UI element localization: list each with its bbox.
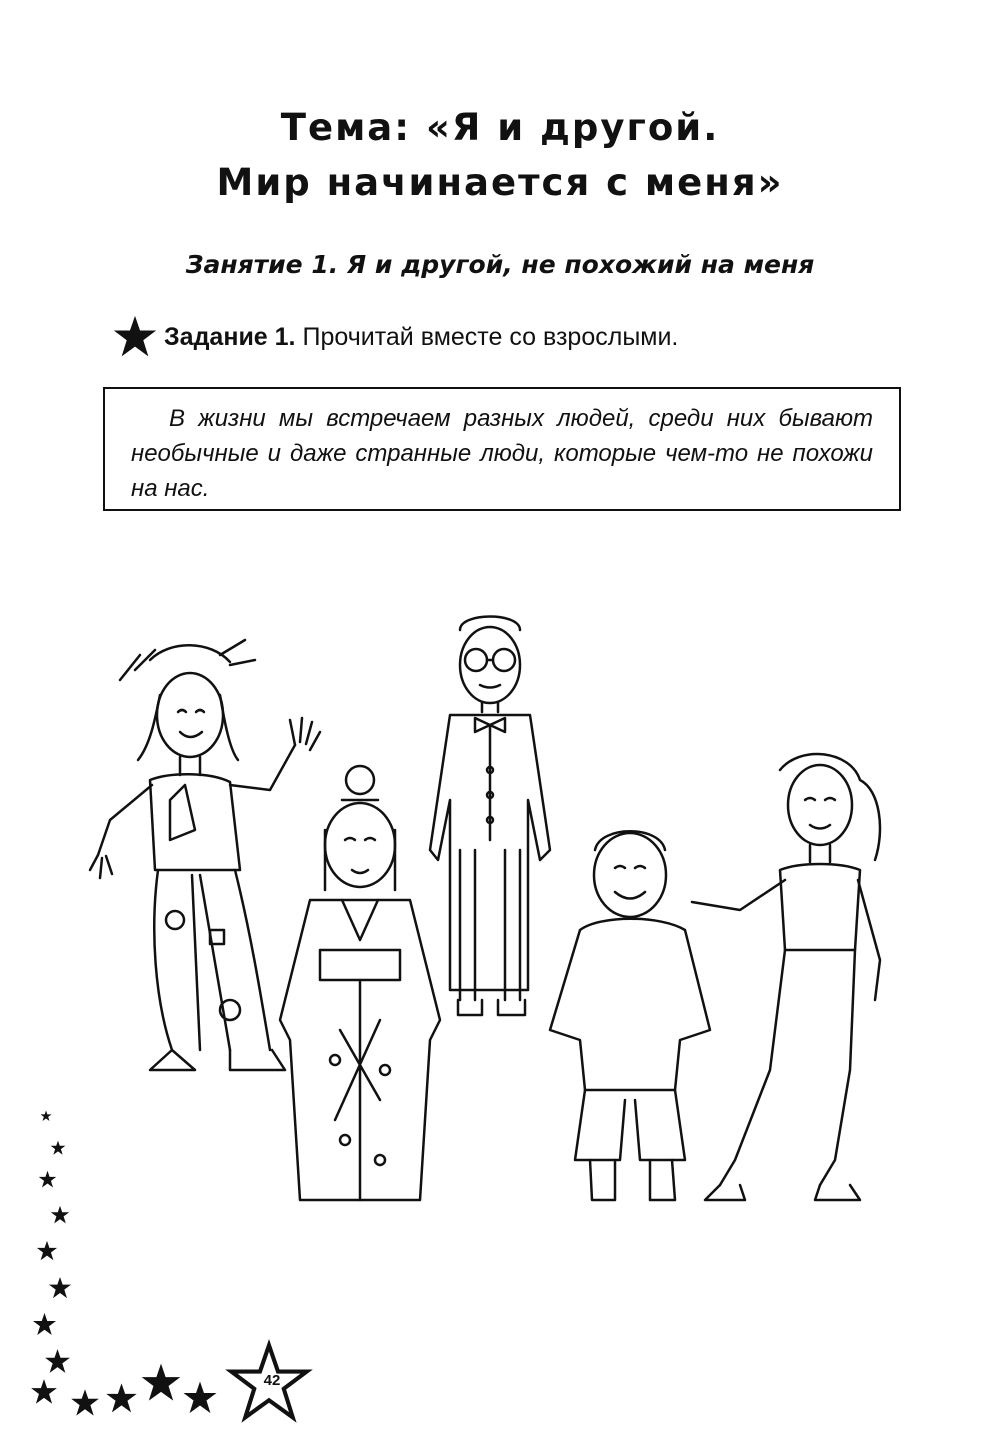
girl-with-ponytail-figure [692, 754, 880, 1200]
task-text: Прочитай вместе со взрослыми. [302, 322, 679, 351]
reading-text: В жизни мы встречаем разных людей, среди них бывают необычные и даже странные люди, которые чем-то не похожи на нас. [131, 405, 873, 502]
title-line-2: Мир начинается с меня» [216, 161, 784, 204]
decorative-stars-icon [0, 1100, 320, 1440]
smiling-boy-figure [550, 831, 710, 1200]
boy-in-suit-figure [430, 617, 550, 1016]
page-title [0, 100, 1000, 210]
girl-dancing-figure [90, 640, 320, 1070]
page-number: 42 [263, 1372, 281, 1389]
reading-box [103, 387, 901, 511]
lesson-title: Занятие 1. Я и другой, не похожий на меня [185, 250, 815, 279]
task-label: Задание 1. [164, 322, 296, 351]
title-line-1: Тема: «Я и другой. [280, 106, 720, 149]
task-line [112, 316, 678, 358]
star-bullet-icon [112, 314, 158, 360]
